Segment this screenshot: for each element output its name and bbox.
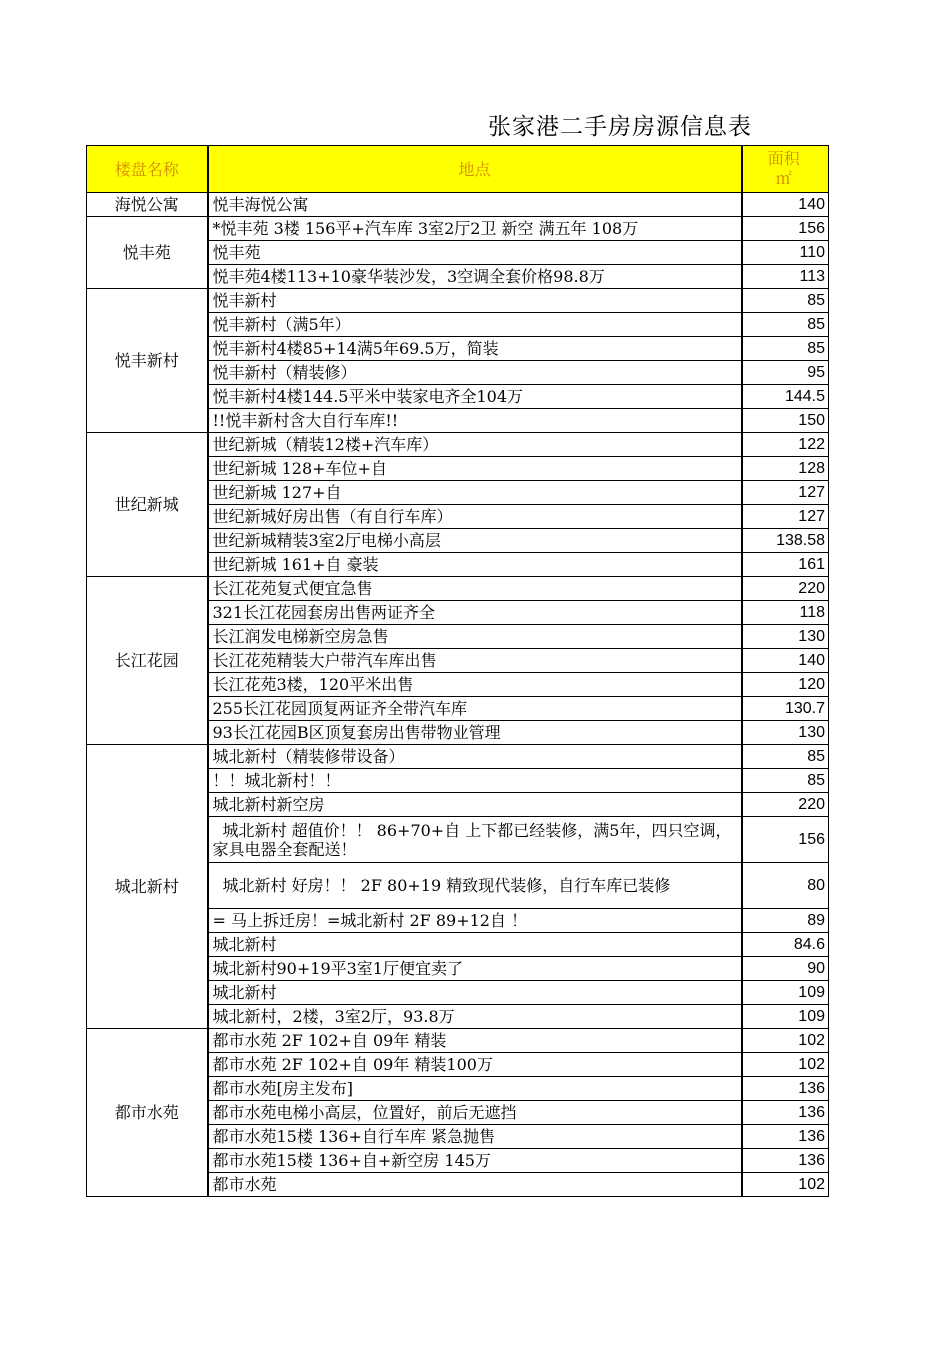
location-cell[interactable]: 都市水苑15楼 136+自+新空房 145万 [208, 1149, 742, 1173]
area-cell[interactable]: 89 [742, 909, 829, 933]
header-area-unit: ㎡ [775, 169, 792, 188]
estate-name-cell[interactable]: 都市水苑 [87, 1029, 208, 1197]
table-row [87, 577, 829, 601]
area-cell[interactable]: 136 [742, 1149, 829, 1173]
estate-name-cell[interactable]: 悦丰苑 [87, 217, 208, 289]
estate-name-cell[interactable]: 海悦公寓 [87, 193, 208, 217]
area-cell[interactable]: 85 [742, 289, 829, 313]
listing-table [86, 145, 829, 1197]
location-cell[interactable]: 城北新村新空房 [208, 793, 742, 817]
location-cell[interactable]: 都市水苑电梯小高层，位置好，前后无遮挡 [208, 1101, 742, 1125]
estate-name-cell[interactable]: 悦丰新村 [87, 289, 208, 433]
location-cell[interactable]: 悦丰新村4楼144.5平米中装家电齐全104万 [208, 385, 742, 409]
area-cell[interactable]: 102 [742, 1173, 829, 1197]
area-cell[interactable]: 130 [742, 721, 829, 745]
area-cell[interactable]: 122 [742, 433, 829, 457]
area-cell[interactable]: 150 [742, 409, 829, 433]
area-cell[interactable]: 220 [742, 793, 829, 817]
location-cell[interactable]: 城北新村（精装修带设备） [208, 745, 742, 769]
area-cell[interactable]: 90 [742, 957, 829, 981]
location-cell[interactable]: *悦丰苑 3楼 156平+汽车库 3室2厅2卫 新空 满五年 108万 [208, 217, 742, 241]
area-cell[interactable]: 85 [742, 337, 829, 361]
location-cell[interactable]: 城北新村90+19平3室1厅便宜卖了 [208, 957, 742, 981]
area-cell[interactable]: 144.5 [742, 385, 829, 409]
location-cell[interactable]: 长江花苑复式便宜急售 [208, 577, 742, 601]
location-cell[interactable]: 长江润发电梯新空房急售 [208, 625, 742, 649]
table-row [87, 433, 829, 457]
table-row [87, 745, 829, 769]
area-cell[interactable]: 113 [742, 265, 829, 289]
table-row [87, 193, 829, 217]
table-row [87, 217, 829, 241]
location-cell[interactable]: 世纪新城 127+自 [208, 481, 742, 505]
header-area-label: 面积 [767, 149, 800, 168]
area-cell[interactable]: 118 [742, 601, 829, 625]
location-cell[interactable]: 城北新村，2楼，3室2厅，93.8万 [208, 1005, 742, 1029]
area-cell[interactable]: 140 [742, 649, 829, 673]
area-cell[interactable]: 109 [742, 1005, 829, 1029]
location-cell[interactable]: 悦丰新村（满5年） [208, 313, 742, 337]
location-cell[interactable]: 悦丰新村 [208, 289, 742, 313]
location-cell[interactable]: 悦丰苑4楼113+10豪华装沙发，3空调全套价格98.8万 [208, 265, 742, 289]
location-cell[interactable]: 长江花苑3楼，120平米出售 [208, 673, 742, 697]
location-cell[interactable]: 321长江花园套房出售两证齐全 [208, 601, 742, 625]
table-row [87, 289, 829, 313]
area-cell[interactable]: 220 [742, 577, 829, 601]
location-cell[interactable]: 悦丰海悦公寓 [208, 193, 742, 217]
table-body [87, 193, 829, 1197]
area-cell[interactable]: 161 [742, 553, 829, 577]
area-cell[interactable]: 136 [742, 1077, 829, 1101]
table-row [87, 1029, 829, 1053]
area-cell[interactable]: 85 [742, 745, 829, 769]
area-cell[interactable]: 127 [742, 481, 829, 505]
location-cell[interactable]: 城北新村 [208, 981, 742, 1005]
area-cell[interactable]: 109 [742, 981, 829, 1005]
area-cell[interactable]: 130.7 [742, 697, 829, 721]
area-cell[interactable]: 156 [742, 217, 829, 241]
area-cell[interactable]: 128 [742, 457, 829, 481]
location-cell[interactable]: 悦丰新村4楼85+14满5年69.5万，简装 [208, 337, 742, 361]
area-cell[interactable]: 138.58 [742, 529, 829, 553]
location-cell[interactable]: 悦丰苑 [208, 241, 742, 265]
header-location[interactable]: 地点 [208, 146, 742, 193]
location-cell[interactable]: 世纪新城 128+车位+自 [208, 457, 742, 481]
area-cell[interactable]: 102 [742, 1029, 829, 1053]
location-cell[interactable]: 都市水苑[房主发布] [208, 1077, 742, 1101]
estate-name-cell[interactable]: 城北新村 [87, 745, 208, 1029]
area-cell[interactable]: 95 [742, 361, 829, 385]
area-cell[interactable]: 136 [742, 1101, 829, 1125]
area-cell[interactable]: 140 [742, 193, 829, 217]
location-cell[interactable]: 城北新村 超值价！！ 86+70+自 上下都已经装修，满5年，四只空调，家具电器全套配送！ [208, 817, 742, 863]
location-cell[interactable]: 世纪新城 161+自 豪装 [208, 553, 742, 577]
area-cell[interactable]: 120 [742, 673, 829, 697]
area-cell[interactable]: 156 [742, 817, 829, 863]
area-cell[interactable]: 130 [742, 625, 829, 649]
area-cell[interactable]: 84.6 [742, 933, 829, 957]
area-cell[interactable]: 127 [742, 505, 829, 529]
header-area[interactable] [742, 146, 829, 193]
location-cell[interactable]: 城北新村 [208, 933, 742, 957]
area-cell[interactable]: 110 [742, 241, 829, 265]
location-cell[interactable]: 都市水苑 2F 102+自 09年 精装100万 [208, 1053, 742, 1077]
location-cell[interactable]: 都市水苑 2F 102+自 09年 精装 [208, 1029, 742, 1053]
location-cell[interactable]: !!悦丰新村含大自行车库!! [208, 409, 742, 433]
location-cell[interactable]: 城北新村 好房！！ 2F 80+19 精致现代装修，自行车库已装修 [208, 863, 742, 909]
location-cell[interactable]: 悦丰新村（精装修） [208, 361, 742, 385]
area-cell[interactable]: 85 [742, 769, 829, 793]
area-cell[interactable]: 85 [742, 313, 829, 337]
sheet-title: 张家港二手房房源信息表 [488, 114, 752, 140]
estate-name-cell[interactable]: 长江花园 [87, 577, 208, 745]
header-name[interactable]: 楼盘名称 [87, 146, 208, 193]
location-cell[interactable]: 长江花苑精装大户带汽车库出售 [208, 649, 742, 673]
location-cell[interactable]: 255长江花园顶复两证齐全带汽车库 [208, 697, 742, 721]
area-cell[interactable]: 102 [742, 1053, 829, 1077]
area-cell[interactable]: 136 [742, 1125, 829, 1149]
header-row [87, 146, 829, 193]
location-cell[interactable]: 世纪新城精装3室2厅电梯小高层 [208, 529, 742, 553]
location-cell[interactable]: 世纪新城（精装12楼+汽车库） [208, 433, 742, 457]
location-cell[interactable]: 世纪新城好房出售（有自行车库） [208, 505, 742, 529]
location-cell[interactable]: ！！城北新村！！ [208, 769, 742, 793]
estate-name-cell[interactable]: 世纪新城 [87, 433, 208, 577]
location-cell[interactable]: 都市水苑15楼 136+自行车库 紧急抛售 [208, 1125, 742, 1149]
location-cell[interactable]: = 马上拆迁房！=城北新村 2F 89+12自 ！ [208, 909, 742, 933]
location-cell[interactable]: 93长江花园B区顶复套房出售带物业管理 [208, 721, 742, 745]
area-cell[interactable]: 80 [742, 863, 829, 909]
location-cell[interactable]: 都市水苑 [208, 1173, 742, 1197]
